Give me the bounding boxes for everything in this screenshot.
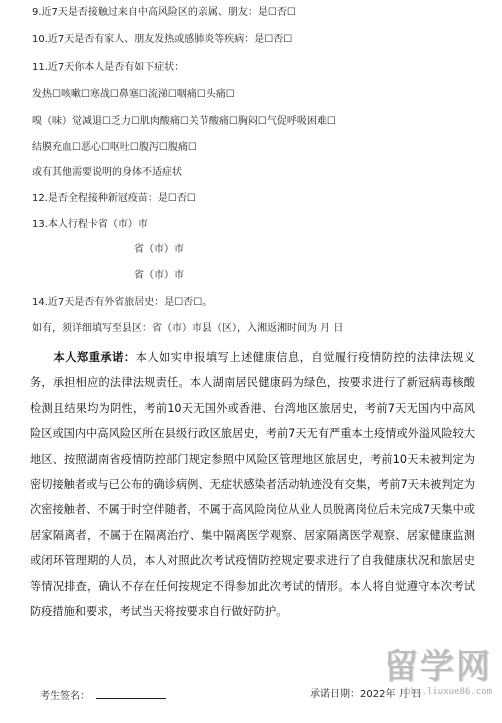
pledge-paragraph bbox=[30, 345, 475, 624]
symptoms-row-1: 发热☐咳嗽☐寒战☐鼻塞☐流涕☐咽痛☐头痛☐ bbox=[32, 89, 235, 100]
symptoms-row-4: 或有其他需要说明的身体不适症状 bbox=[32, 167, 182, 178]
question-13-line-3: 省（市）市 bbox=[134, 270, 184, 281]
signature-field bbox=[40, 688, 166, 704]
symptoms-row-2: 嗅（味）觉减退☐乏力☐肌肉酸痛☐关节酸痛☐胸闷☐气促呼吸困难☐ bbox=[32, 116, 336, 127]
symptoms-row-3: 结膜充血☐恶心☐呕吐☐腹泻☐腹痛☐ bbox=[32, 142, 197, 153]
question-14: 14.近7天是否有外省旅居史：是☐否☐。 bbox=[32, 297, 213, 308]
question-11: 11.近7天你本人是否有如下症状： bbox=[32, 62, 185, 73]
question-9: 9.近7天是否接触过来自中高风险区的亲属、朋友：是☐否☐ bbox=[32, 7, 296, 18]
pledge-lead-rest: 本人如实申报填写上述健康信息，自觉履行疫情防控的法律法规义务，承担相应的法律法规责任。 bbox=[30, 351, 475, 390]
pledge-body: 本人湖南居民健康码为绿色，按要求进行了新冠病毒核酸检测且结果均为阴性，考前10天无国外或香港、台湾地区旅居史，考前7天无国内中高风险区或国内中高风险区所在县级行政区旅居史，考前7天无有严重本土疫情或外溢风险较大地区、按照湖南省疫情防控部门规定参照中风险区管理地区旅居史，考前10天未被判定为密切接触者或与已公布的确诊病例、无症状感染者活动轨迹没有交集，考前7天未被判定为次密接触者、不属于时空伴随者，不属于高风险岗位从业人员脱离岗位后未完成7天集中或居家隔离者，不属于在隔离治疗、集中隔离医学观察、居家隔离医学观察、居家健康监测或闭环管理期的人员，本人对照此次考试疫情防控规定要求进行了自我健康状况和旅居史等情况排查，确认不存在任何按规定不得参加此次考试的情形。本人将自觉遵守本次考试防疫措施和要求，考试当天将按要求自行做好防护。 bbox=[30, 376, 475, 619]
question-10: 10.近7天是否有家人、朋友发热或感肺炎等疾病：是☐否☐ bbox=[32, 34, 293, 45]
question-13: 13.本人行程卡省（市）市 bbox=[32, 219, 148, 230]
pledge-lead: 本人郑重承诺： bbox=[53, 351, 136, 364]
watermark-main: 留学网 bbox=[384, 647, 492, 687]
watermark-logo bbox=[384, 648, 492, 698]
watermark-url: bbs.liuxue86.com bbox=[405, 687, 492, 697]
question-12: 12.是否全程接种新冠疫苗：是☐否☐ bbox=[32, 193, 196, 204]
signature-blank[interactable] bbox=[96, 688, 166, 699]
question-13-line-2: 省（市）市 bbox=[134, 244, 184, 255]
question-14-detail: 如有，须详细填写至县区：省（市）市县（区），入湘返湘时间为 月 日 bbox=[32, 323, 344, 334]
signature-label: 考生签名： bbox=[40, 691, 90, 702]
pledge-date: 承诺日期：2022年 月 日 bbox=[310, 689, 422, 700]
